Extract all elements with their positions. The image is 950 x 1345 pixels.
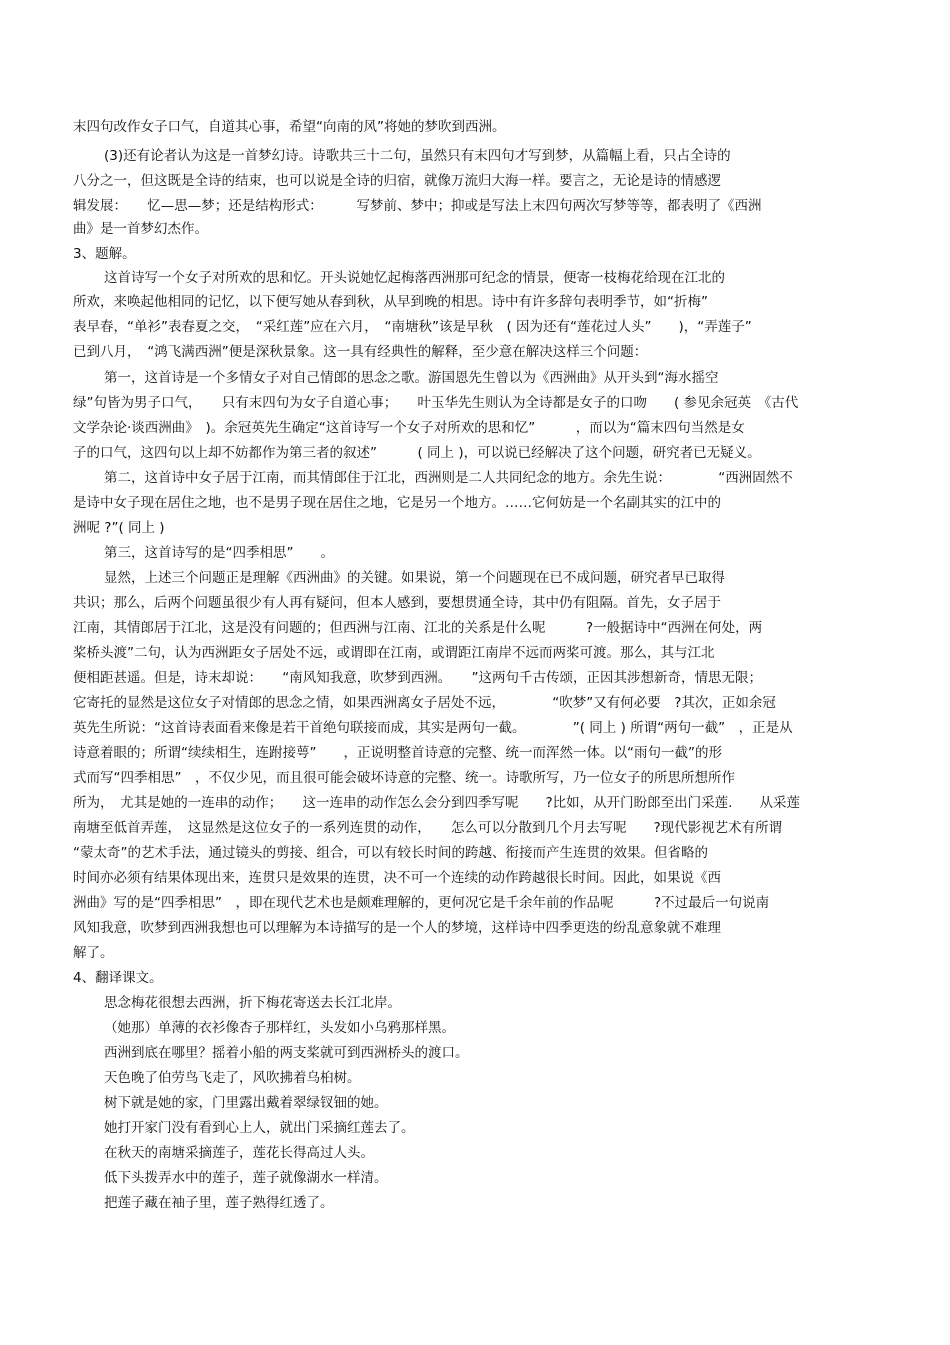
text-line: 辑发展： 忆—思—梦；还是结构形式： 写梦前、梦中；抑或是写法上末四句两次写梦等等，都表明了《西洲 — [73, 198, 762, 214]
text-line: 显然，上述三个问题正是理解《西洲曲》的关键。如果说，第一个问题现在已不成问题，研究者早已取得 — [104, 570, 725, 586]
translation-line: 天色晚了伯劳鸟飞走了，风吹拂着乌桕树。 — [104, 1070, 361, 1086]
translation-line: 在秋天的南塘采摘莲子，莲花长得高过人头。 — [104, 1145, 374, 1161]
text-line: 英先生所说：“这首诗表面看来像是若干首绝句联接而成，其实是两句一截。 ”( 同上 ) 所谓“两句一截” ，正是从 — [73, 720, 793, 736]
text-line: 末四句改作女子口气，自道其心事，希望“向南的风”将她的梦吹到西洲。 — [73, 119, 506, 135]
text-line: 风知我意，吹梦到西洲我想也可以理解为本诗描写的是一个人的梦境，这样诗中四季更迭的纷乱意象就不难理 — [73, 920, 721, 936]
text-line: 是诗中女子现在居住之地，也不是男子现在居住之地，它是另一个地方。……它何妨是一个名副其实的江中的 — [73, 495, 721, 511]
text-line: 桨桥头渡”二句，认为西洲距女子居处不远，或谓即在江南，或谓距江南岸不远而两桨可渡。那么，其与江北 — [73, 645, 715, 661]
text-line: 洲曲》写的是“四季相思” ，即在现代艺术也是颇难理解的，更何况它是千余年前的作品呢 ?不过最后一句说南 — [73, 895, 770, 911]
section-heading: 3、题解。 — [73, 246, 136, 262]
text-line: 曲》是一首梦幻杰作。 — [73, 221, 208, 237]
text-line: 时间亦必须有结果体现出来，连贯只是效果的连贯，决不可一个连续的动作跨越很长时间。因此，如果说《西 — [73, 870, 721, 886]
text-line: 第三，这首诗写的是“四季相思” 。 — [104, 545, 334, 561]
text-line: “蒙太奇”的艺术手法，通过镜头的剪接、组合，可以有较长时间的跨越、衔接而产生连贯的效果。但省略的 — [73, 845, 708, 861]
text-line: 表早春，“单衫”表春夏之交， “采红莲”应在六月， “南塘秋”该是早秋 ( 因为还有“莲花过人头” )，“弄莲子” — [73, 319, 752, 335]
text-line: 共识；那么，后两个问题虽很少有人再有疑问，但本人感到，要想贯通全诗，其中仍有阻隔。首先，女子居于 — [73, 595, 721, 611]
text-line: (3)还有论者认为这是一首梦幻诗。诗歌共三十二句，虽然只有末四句才写到梦，从篇幅上看，只占全诗的 — [104, 148, 731, 164]
translation-line: 把莲子藏在袖子里，莲子熟得红透了。 — [104, 1195, 334, 1211]
translation-line: 低下头拨弄水中的莲子，莲子就像湖水一样清。 — [104, 1170, 388, 1186]
text-line: 第一，这首诗是一个多情女子对自己情郎的思念之歌。游国恩先生曾以为《西洲曲》从开头到“海水摇空 — [104, 370, 719, 386]
text-line: 子的口气，这四句以上却不妨都作为第三者的叙述” ( 同上 )，可以说已经解决了这个问题，研究者已无疑义。 — [73, 445, 761, 461]
translation-line: （她那）单薄的衣衫像杏子那样红，头发如小乌鸦那样黑。 — [104, 1020, 455, 1036]
text-line: 绿”句皆为男子口气， 只有末四句为女子自道心事； 叶玉华先生则认为全诗都是女子的口吻 ( 参见余冠英 《古代 — [73, 395, 799, 411]
translation-line: 树下就是她的家，门里露出戴着翠绿钗钿的她。 — [104, 1095, 388, 1111]
text-line: 所为， 尤其是她的一连串的动作； 这一连串的动作怎么会分到四季写呢 ?比如，从开门盼郎至出门采莲. 从采莲 — [73, 795, 800, 811]
text-line: 第二，这首诗中女子居于江南，而其情郎住于江北，西洲则是二人共同纪念的地方。余先生说： “西洲固然不 — [104, 470, 793, 486]
text-line: 南塘至低首弄莲， 这显然是这位女子的一系列连贯的动作， 怎么可以分散到几个月去写呢 ?现代影视艺术有所谓 — [73, 820, 783, 836]
text-line: 已到八月， “鸿飞满西洲”便是深秋景象。这一具有经典性的解释，至少意在解决这样三个问题： — [73, 344, 648, 360]
text-line: 式而写“四季相思” ，不仅少见，而且很可能会破坏诗意的完整、统一。诗歌所写，乃一位女子的所思所想所作 — [73, 770, 735, 786]
translation-line: 她打开家门没有看到心上人，就出门采摘红莲去了。 — [104, 1120, 415, 1136]
text-line: 便相距甚遥。但是，诗末却说： “南风知我意，吹梦到西洲。 ”这两句千古传颂，正因其涉想新奇，情思无限； — [73, 670, 762, 686]
text-line: 诗意着眼的；所谓“续续相生，连跗接萼” ，正说明整首诗意的完整、统一而浑然一体。以“雨句一截”的形 — [73, 745, 722, 761]
text-line: 所欢，来唤起他相同的记忆，以下便写她从春到秋，从早到晚的相思。诗中有许多辞句表明季节，如“折梅” — [73, 294, 708, 310]
text-line: 洲呢 ?”( 同上 ) — [73, 520, 165, 536]
text-line: 文学杂论·谈西洲曲》 )。余冠英先生确定“这首诗写一个女子对所欢的思和忆” ，而以为“篇末四句当然是女 — [73, 420, 745, 436]
text-line: 江南，其情郎居于江北，这是没有问题的；但西洲与江南、江北的关系是什么呢 ?一般据诗中“西洲在何处，两 — [73, 620, 763, 636]
text-line: 这首诗写一个女子对所欢的思和忆。开头说她忆起梅落西洲那可纪念的情景，便寄一枝梅花给现在江北的 — [104, 270, 725, 286]
text-line: 八分之一，但这既是全诗的结束，也可以说是全诗的归宿，就像万流归大海一样。要言之，无论是诗的情感逻 — [73, 173, 721, 189]
section-heading: 4、翻译课文。 — [73, 970, 163, 986]
translation-line: 西洲到底在哪里？摇着小船的两支桨就可到西洲桥头的渡口。 — [104, 1045, 469, 1061]
text-line: 它寄托的显然是这位女子对情郎的思念之情，如果西洲离女子居处不远， “吹梦”又有何必要 ?其次，正如余冠 — [73, 695, 776, 711]
text-line: 解了。 — [73, 945, 114, 961]
translation-line: 思念梅花很想去西洲，折下梅花寄送去长江北岸。 — [104, 995, 401, 1011]
